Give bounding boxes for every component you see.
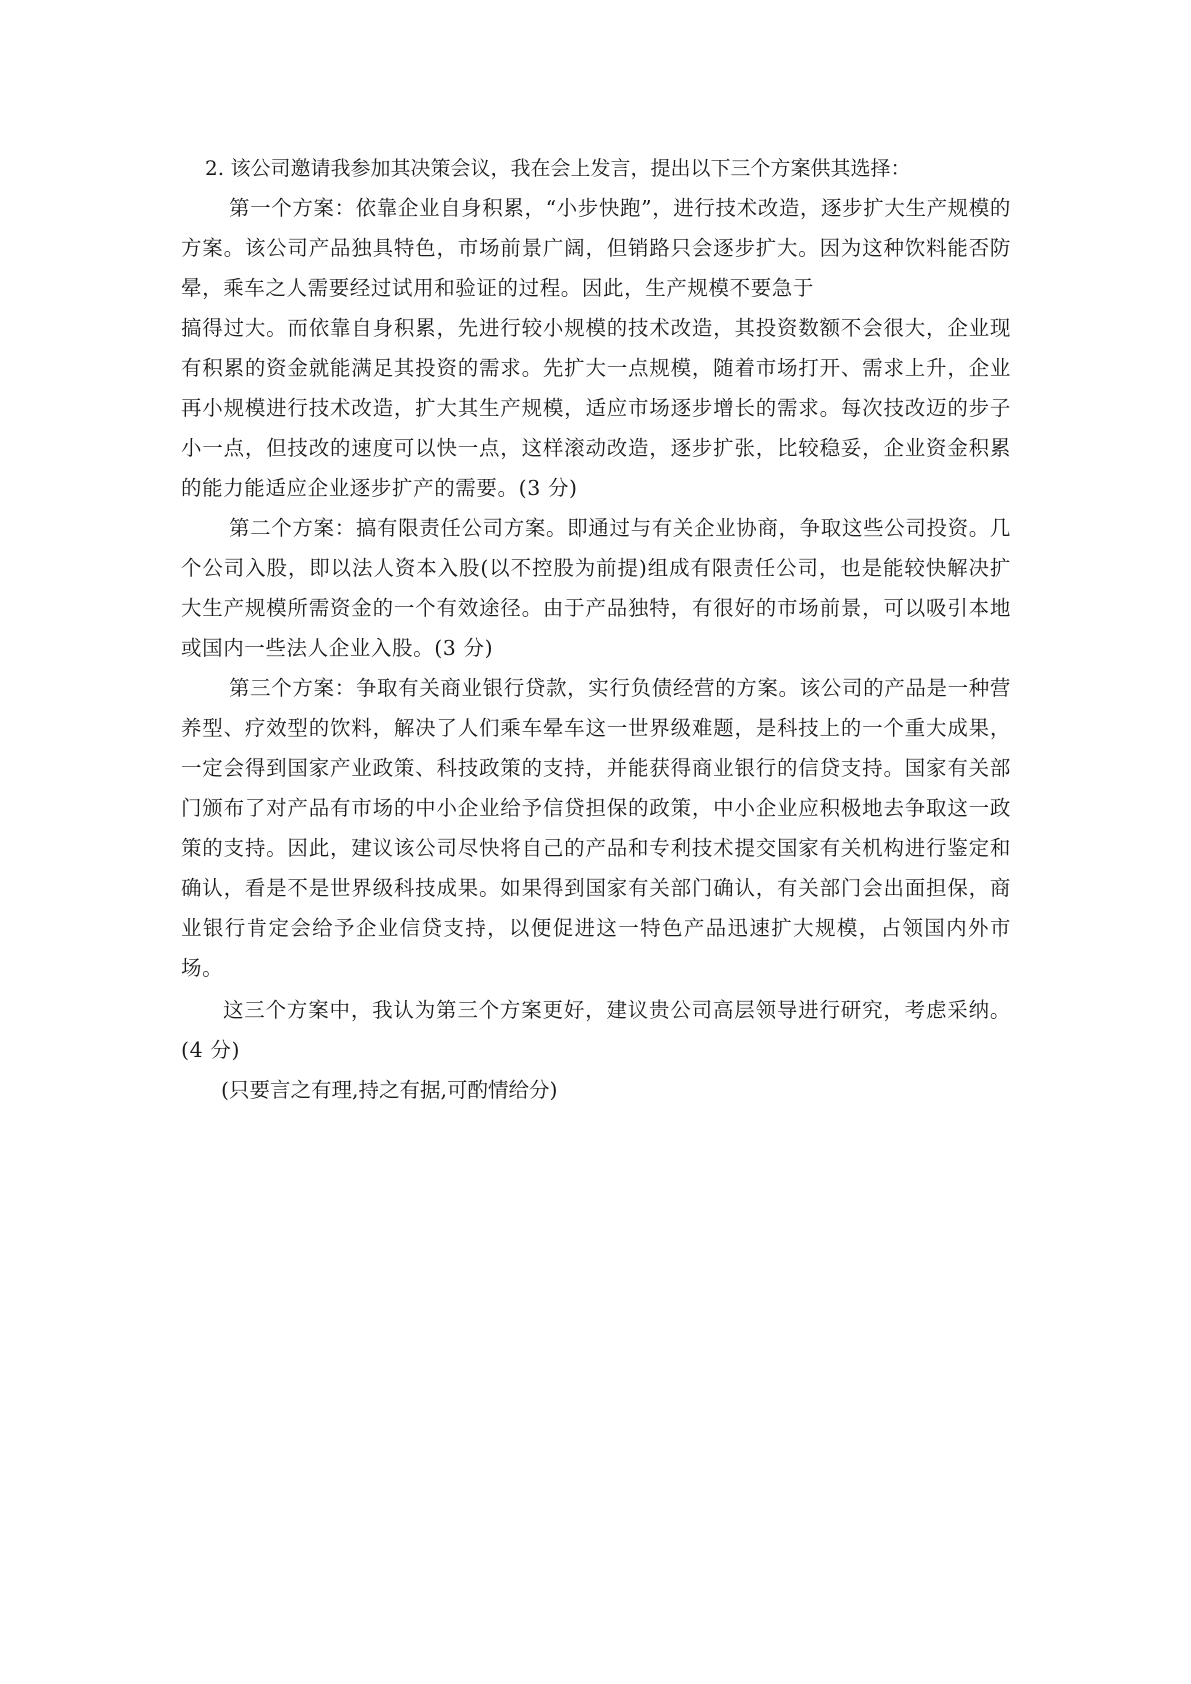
conclusion-paragraph: 这三个方案中，我认为第三个方案更好，建议贵公司高层领导进行研究，考虑采纳。(4 分) [181,998,1011,1062]
plan-3-paragraph: 第三个方案：争取有关商业银行贷款，实行负债经营的方案。该公司的产品是一种营养型、疗效型的饮料，解决了人们乘车晕车这一世界级难题，是科技上的一个重大成果，一定会得到国家产业政策、科技政策的支持，并能获得商业银行的信贷支持。国家有关部门颁布了对产品有市场的中小企业给予信贷担保的政策，中小企业应积极地去争取这一政策的支持。因此，建议该公司尽快将自己的产品和专利技术提交国家有关机构进行鉴定和确认，看是不是世界级科技成果。如果得到国家有关部门确认，有关部门会出面担保，商业银行肯定会给予企业信贷支持，以便促进这一特色产品迅速扩大规模，占领国内外市场。 [181,676,1011,980]
plan-1-paragraph: 第一个方案：依靠企业自身积累，“小步快跑”，进行技术改造，逐步扩大生产规模的方案。该公司产品独具特色，市场前景广阔，但销路只会逐步扩大。因为这种饮料能否防晕，乘车之人需要经过试用和验证的过程。因此，生产规模不要急于 [181,196,1011,300]
question-line: 2. 该公司邀请我参加其决策会议，我在会上发言，提出以下三个方案供其选择： [205,156,911,180]
answer-page [181,148,1011,1110]
plan-2-paragraph: 第二个方案：搞有限责任公司方案。即通过与有关企业协商，争取这些公司投资。几个公司入股，即以法人资本入股(以不控股为前提)组成有限责任公司，也是能较快解决扩大生产规模所需资金的一个有效途径。由于产品独特，有很好的市场前景，可以吸引本地或国内一些法人企业入股。(3 分) [181,516,1011,660]
grading-note: (只要言之有理,持之有据,可酌情给分) [221,1078,558,1102]
plan-1-continuation: 搞得过大。而依靠自身积累，先进行较小规模的技术改造，其投资数额不会很大，企业现有积累的资金就能满足其投资的需求。先扩大一点规模，随着市场打开、需求上升，企业再小规模进行技术改造，扩大其生产规模，适应市场逐步增长的需求。每次技改迈的步子小一点，但技改的速度可以快一点，这样滚动改造，逐步扩张，比较稳妥，企业资金积累的能力能适应企业逐步扩产的需要。(3 分) [181,316,1011,500]
